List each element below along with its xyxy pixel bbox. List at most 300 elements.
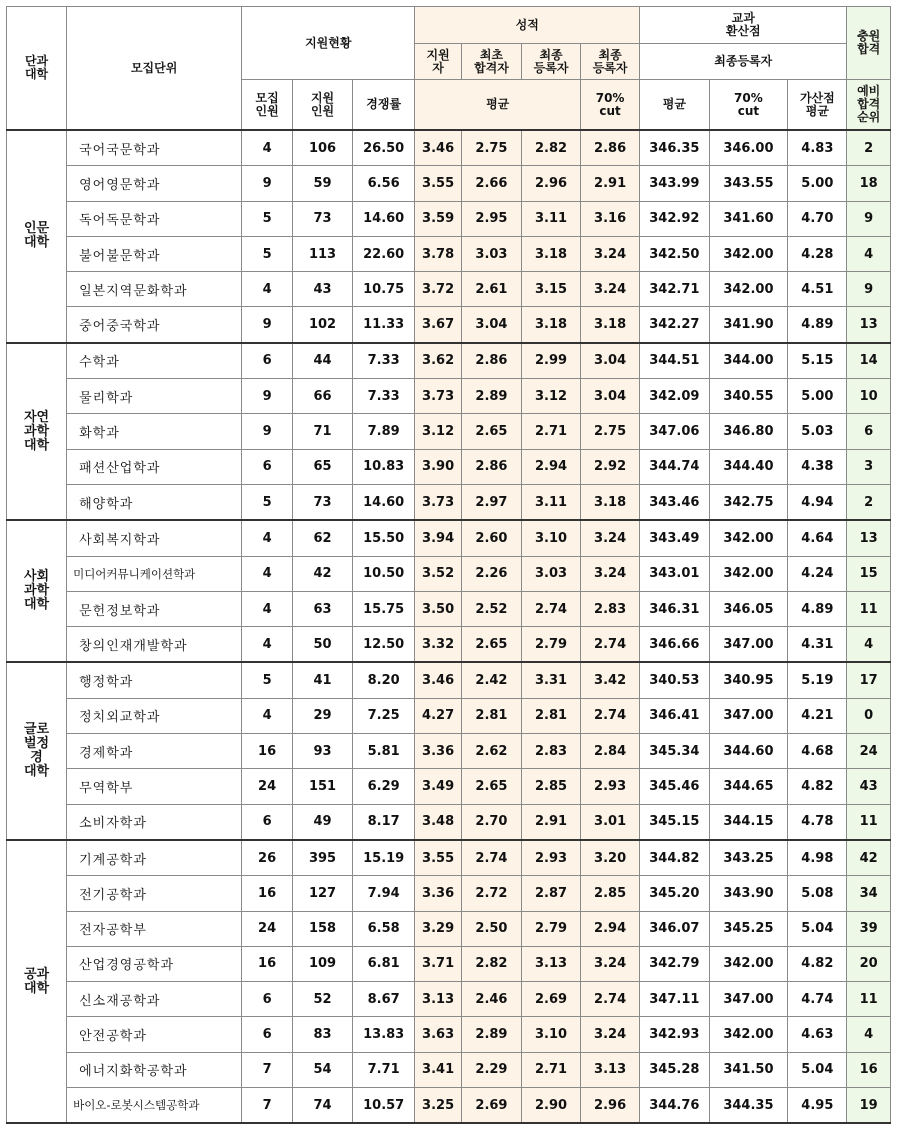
- department-name: 창의인재개발학과: [67, 627, 242, 663]
- bonus-average-cell: 4.98: [788, 840, 847, 876]
- bonus-average-cell: 4.95: [788, 1088, 847, 1124]
- subject-average-cell: 340.53: [640, 662, 709, 698]
- grade-applicant-cell: 3.32: [415, 627, 462, 663]
- recruit-cell: 5: [242, 484, 293, 520]
- grade-cut-cell: 2.74: [581, 627, 640, 663]
- grade-first-cell: 2.74: [461, 840, 521, 876]
- department-name: 영어영문학과: [67, 166, 242, 201]
- grade-final-cell: 2.87: [522, 876, 581, 911]
- subject-cut70-cell: 342.75: [709, 484, 788, 520]
- grade-first-cell: 2.65: [461, 769, 521, 804]
- grade-applicant-cell: 3.55: [415, 166, 462, 201]
- applicants-cell: 127: [292, 876, 352, 911]
- applicants-cell: 113: [292, 236, 352, 271]
- bonus-average-cell: 4.38: [788, 449, 847, 484]
- table-row: [7, 734, 891, 769]
- table-row: [7, 627, 891, 663]
- table-row: [7, 272, 891, 307]
- table-row: [7, 236, 891, 271]
- subject-cut70-cell: 340.95: [709, 662, 788, 698]
- grade-cut-cell: 3.04: [581, 343, 640, 379]
- header-subject-cut70: 70% cut: [709, 80, 788, 131]
- subject-cut70-cell: 341.60: [709, 201, 788, 236]
- department-name: 물리학과: [67, 379, 242, 414]
- header-grade-applicant: 지원 자: [415, 44, 462, 80]
- grade-final-cell: 2.93: [522, 840, 581, 876]
- grade-final-cell: 2.83: [522, 734, 581, 769]
- subject-average-cell: 342.50: [640, 236, 709, 271]
- grade-cut-cell: 3.16: [581, 201, 640, 236]
- bonus-average-cell: 4.70: [788, 201, 847, 236]
- subject-average-cell: 342.09: [640, 379, 709, 414]
- header-waitlist-rank: 예비 합격 순위: [847, 80, 891, 131]
- subject-average-cell: 344.74: [640, 449, 709, 484]
- grade-final-cell: 2.94: [522, 449, 581, 484]
- subject-cut70-cell: 341.50: [709, 1052, 788, 1087]
- rate-cell: 7.25: [353, 698, 415, 733]
- rate-cell: 7.89: [353, 414, 415, 449]
- bonus-average-cell: 4.68: [788, 734, 847, 769]
- grade-cut-cell: 2.75: [581, 414, 640, 449]
- table-row: [7, 840, 891, 876]
- rate-cell: 26.50: [353, 130, 415, 166]
- recruit-cell: 4: [242, 130, 293, 166]
- grade-cut-cell: 2.84: [581, 734, 640, 769]
- subject-cut70-cell: 347.00: [709, 698, 788, 733]
- subject-average-cell: 342.93: [640, 1017, 709, 1052]
- recruit-cell: 9: [242, 414, 293, 449]
- department-name: 바이오-로봇시스템공학과: [67, 1088, 242, 1124]
- recruit-cell: 16: [242, 734, 293, 769]
- bonus-average-cell: 4.24: [788, 556, 847, 591]
- grade-final-cell: 2.82: [522, 130, 581, 166]
- recruit-cell: 7: [242, 1052, 293, 1087]
- recruit-cell: 24: [242, 769, 293, 804]
- subject-average-cell: 343.49: [640, 520, 709, 556]
- header-subject: 교과 환산점: [640, 7, 847, 44]
- subject-cut70-cell: 343.90: [709, 876, 788, 911]
- subject-cut70-cell: 344.35: [709, 1088, 788, 1124]
- grade-applicant-cell: 3.71: [415, 946, 462, 981]
- grade-final-cell: 2.90: [522, 1088, 581, 1124]
- grade-applicant-cell: 3.63: [415, 1017, 462, 1052]
- grade-cut-cell: 3.24: [581, 556, 640, 591]
- grade-cut-cell: 3.04: [581, 379, 640, 414]
- subject-average-cell: 345.28: [640, 1052, 709, 1087]
- grade-first-cell: 2.29: [461, 1052, 521, 1087]
- grade-first-cell: 2.89: [461, 379, 521, 414]
- header-grade-first: 최초 합격자: [461, 44, 521, 80]
- grade-first-cell: 2.89: [461, 1017, 521, 1052]
- grade-first-cell: 2.86: [461, 343, 521, 379]
- table-row: [7, 130, 891, 166]
- table-body: [7, 130, 891, 1123]
- table-row: [7, 698, 891, 733]
- table-row: [7, 662, 891, 698]
- recruit-cell: 24: [242, 911, 293, 946]
- subject-average-cell: 343.46: [640, 484, 709, 520]
- subject-average-cell: 346.31: [640, 591, 709, 626]
- waitlist-rank-cell: 11: [847, 591, 891, 626]
- applicants-cell: 71: [292, 414, 352, 449]
- recruit-cell: 16: [242, 876, 293, 911]
- subject-cut70-cell: 346.05: [709, 591, 788, 626]
- waitlist-rank-cell: 20: [847, 946, 891, 981]
- grade-final-cell: 3.12: [522, 379, 581, 414]
- grade-cut-cell: 3.24: [581, 946, 640, 981]
- applicants-cell: 41: [292, 662, 352, 698]
- subject-cut70-cell: 347.00: [709, 627, 788, 663]
- header-grades: 성적: [415, 7, 640, 44]
- grade-first-cell: 2.86: [461, 449, 521, 484]
- grade-final-cell: 3.18: [522, 307, 581, 343]
- department-name: 행정학과: [67, 662, 242, 698]
- table-row: [7, 520, 891, 556]
- department-name: 정치외교학과: [67, 698, 242, 733]
- recruit-cell: 4: [242, 272, 293, 307]
- bonus-average-cell: 5.00: [788, 379, 847, 414]
- applicants-cell: 102: [292, 307, 352, 343]
- grade-first-cell: 2.69: [461, 1088, 521, 1124]
- table-row: [7, 591, 891, 626]
- subject-cut70-cell: 342.00: [709, 520, 788, 556]
- recruit-cell: 6: [242, 343, 293, 379]
- grade-applicant-cell: 3.55: [415, 840, 462, 876]
- table-row: [7, 946, 891, 981]
- college-name: 글로 벌정 경 대학: [7, 662, 67, 839]
- recruit-cell: 4: [242, 520, 293, 556]
- subject-cut70-cell: 344.40: [709, 449, 788, 484]
- bonus-average-cell: 4.78: [788, 804, 847, 840]
- grade-applicant-cell: 3.94: [415, 520, 462, 556]
- applicants-cell: 49: [292, 804, 352, 840]
- department-name: 일본지역문화학과: [67, 272, 242, 307]
- rate-cell: 7.33: [353, 379, 415, 414]
- subject-average-cell: 346.66: [640, 627, 709, 663]
- waitlist-rank-cell: 10: [847, 379, 891, 414]
- rate-cell: 7.33: [353, 343, 415, 379]
- rate-cell: 12.50: [353, 627, 415, 663]
- grade-final-cell: 3.10: [522, 520, 581, 556]
- header-applications: 지원현황: [242, 7, 415, 80]
- rate-cell: 8.67: [353, 982, 415, 1017]
- applicants-cell: 73: [292, 484, 352, 520]
- rate-cell: 6.81: [353, 946, 415, 981]
- grade-applicant-cell: 3.59: [415, 201, 462, 236]
- department-name: 화학과: [67, 414, 242, 449]
- bonus-average-cell: 5.08: [788, 876, 847, 911]
- grade-applicant-cell: 3.73: [415, 484, 462, 520]
- header-unit: 모집단위: [67, 7, 242, 131]
- grade-applicant-cell: 3.13: [415, 982, 462, 1017]
- waitlist-rank-cell: 14: [847, 343, 891, 379]
- header-applicants: 지원 인원: [292, 80, 352, 131]
- department-name: 중어중국학과: [67, 307, 242, 343]
- grade-final-cell: 2.74: [522, 591, 581, 626]
- grade-applicant-cell: 3.73: [415, 379, 462, 414]
- grade-final-cell: 2.79: [522, 627, 581, 663]
- grade-first-cell: 2.65: [461, 627, 521, 663]
- rate-cell: 15.50: [353, 520, 415, 556]
- table-row: [7, 1017, 891, 1052]
- grade-final-cell: 3.13: [522, 946, 581, 981]
- grade-applicant-cell: 3.41: [415, 1052, 462, 1087]
- grade-first-cell: 2.65: [461, 414, 521, 449]
- grade-first-cell: 2.50: [461, 911, 521, 946]
- grade-final-cell: 2.79: [522, 911, 581, 946]
- rate-cell: 10.75: [353, 272, 415, 307]
- table-row: [7, 414, 891, 449]
- subject-cut70-cell: 342.00: [709, 556, 788, 591]
- recruit-cell: 7: [242, 1088, 293, 1124]
- waitlist-rank-cell: 24: [847, 734, 891, 769]
- rate-cell: 10.50: [353, 556, 415, 591]
- subject-average-cell: 342.79: [640, 946, 709, 981]
- bonus-average-cell: 4.89: [788, 591, 847, 626]
- grade-final-cell: 3.31: [522, 662, 581, 698]
- waitlist-rank-cell: 4: [847, 1017, 891, 1052]
- grade-cut-cell: 3.24: [581, 520, 640, 556]
- bonus-average-cell: 4.82: [788, 946, 847, 981]
- recruit-cell: 4: [242, 556, 293, 591]
- waitlist-rank-cell: 11: [847, 982, 891, 1017]
- table-row: [7, 484, 891, 520]
- grade-final-cell: 2.85: [522, 769, 581, 804]
- bonus-average-cell: 5.04: [788, 1052, 847, 1087]
- bonus-average-cell: 5.04: [788, 911, 847, 946]
- grade-cut-cell: 3.01: [581, 804, 640, 840]
- grade-cut-cell: 2.91: [581, 166, 640, 201]
- grade-cut-cell: 2.74: [581, 982, 640, 1017]
- recruit-cell: 6: [242, 1017, 293, 1052]
- rate-cell: 8.20: [353, 662, 415, 698]
- department-name: 해양학과: [67, 484, 242, 520]
- header-subject-average: 평균: [640, 80, 709, 131]
- grade-first-cell: 2.70: [461, 804, 521, 840]
- waitlist-rank-cell: 4: [847, 236, 891, 271]
- rate-cell: 5.81: [353, 734, 415, 769]
- recruit-cell: 16: [242, 946, 293, 981]
- department-name: 불어불문학과: [67, 236, 242, 271]
- subject-average-cell: 345.46: [640, 769, 709, 804]
- college-name: 인문 대학: [7, 130, 67, 343]
- header-grade-final2: 최종 등록자: [581, 44, 640, 80]
- waitlist-rank-cell: 3: [847, 449, 891, 484]
- waitlist-rank-cell: 17: [847, 662, 891, 698]
- department-name: 산업경영공학과: [67, 946, 242, 981]
- college-name: 사회 과학 대학: [7, 520, 67, 662]
- subject-average-cell: 344.82: [640, 840, 709, 876]
- header-grade-final: 최종 등록자: [522, 44, 581, 80]
- bonus-average-cell: 4.83: [788, 130, 847, 166]
- table-row: [7, 343, 891, 379]
- waitlist-rank-cell: 9: [847, 272, 891, 307]
- department-name: 수학과: [67, 343, 242, 379]
- subject-average-cell: 344.51: [640, 343, 709, 379]
- waitlist-rank-cell: 39: [847, 911, 891, 946]
- recruit-cell: 4: [242, 627, 293, 663]
- department-name: 미디어커뮤니케이션학과: [67, 556, 242, 591]
- waitlist-rank-cell: 0: [847, 698, 891, 733]
- grade-cut-cell: 3.24: [581, 236, 640, 271]
- grade-cut-cell: 3.18: [581, 484, 640, 520]
- department-name: 문헌정보학과: [67, 591, 242, 626]
- bonus-average-cell: 4.21: [788, 698, 847, 733]
- rate-cell: 8.17: [353, 804, 415, 840]
- applicants-cell: 44: [292, 343, 352, 379]
- grade-first-cell: 2.72: [461, 876, 521, 911]
- recruit-cell: 9: [242, 166, 293, 201]
- department-name: 무역학부: [67, 769, 242, 804]
- table-row: [7, 1088, 891, 1124]
- grade-applicant-cell: 3.49: [415, 769, 462, 804]
- table-row: [7, 1052, 891, 1087]
- header-bonus-average: 가산점 평균: [788, 80, 847, 131]
- subject-cut70-cell: 342.00: [709, 272, 788, 307]
- applicants-cell: 42: [292, 556, 352, 591]
- subject-average-cell: 345.15: [640, 804, 709, 840]
- applicants-cell: 50: [292, 627, 352, 663]
- grade-applicant-cell: 3.46: [415, 130, 462, 166]
- grade-first-cell: 2.97: [461, 484, 521, 520]
- applicants-cell: 83: [292, 1017, 352, 1052]
- grade-first-cell: 2.52: [461, 591, 521, 626]
- bonus-average-cell: 4.31: [788, 627, 847, 663]
- subject-average-cell: 346.35: [640, 130, 709, 166]
- subject-cut70-cell: 345.25: [709, 911, 788, 946]
- waitlist-rank-cell: 18: [847, 166, 891, 201]
- department-name: 사회복지학과: [67, 520, 242, 556]
- table-row: [7, 804, 891, 840]
- grade-cut-cell: 2.96: [581, 1088, 640, 1124]
- subject-average-cell: 345.20: [640, 876, 709, 911]
- subject-average-cell: 347.06: [640, 414, 709, 449]
- department-name: 기계공학과: [67, 840, 242, 876]
- grade-applicant-cell: 3.12: [415, 414, 462, 449]
- grade-first-cell: 2.42: [461, 662, 521, 698]
- grade-cut-cell: 2.74: [581, 698, 640, 733]
- grade-first-cell: 2.62: [461, 734, 521, 769]
- college-name: 자연 과학 대학: [7, 343, 67, 520]
- rate-cell: 15.75: [353, 591, 415, 626]
- grade-final-cell: 3.18: [522, 236, 581, 271]
- grade-cut-cell: 2.92: [581, 449, 640, 484]
- subject-average-cell: 343.99: [640, 166, 709, 201]
- department-name: 패션산업학과: [67, 449, 242, 484]
- waitlist-rank-cell: 11: [847, 804, 891, 840]
- bonus-average-cell: 4.74: [788, 982, 847, 1017]
- grade-first-cell: 3.04: [461, 307, 521, 343]
- grade-cut-cell: 3.42: [581, 662, 640, 698]
- waitlist-rank-cell: 19: [847, 1088, 891, 1124]
- rate-cell: 7.94: [353, 876, 415, 911]
- grade-first-cell: 2.81: [461, 698, 521, 733]
- table-row: [7, 307, 891, 343]
- grade-applicant-cell: 3.90: [415, 449, 462, 484]
- grade-applicant-cell: 3.46: [415, 662, 462, 698]
- grade-first-cell: 2.95: [461, 201, 521, 236]
- applicants-cell: 73: [292, 201, 352, 236]
- department-name: 국어국문학과: [67, 130, 242, 166]
- applicants-cell: 54: [292, 1052, 352, 1087]
- applicants-cell: 395: [292, 840, 352, 876]
- subject-average-cell: 347.11: [640, 982, 709, 1017]
- grade-cut-cell: 2.94: [581, 911, 640, 946]
- applicants-cell: 52: [292, 982, 352, 1017]
- applicants-cell: 151: [292, 769, 352, 804]
- rate-cell: 6.58: [353, 911, 415, 946]
- recruit-cell: 5: [242, 236, 293, 271]
- grade-applicant-cell: 3.78: [415, 236, 462, 271]
- department-name: 전자공학부: [67, 911, 242, 946]
- recruit-cell: 4: [242, 591, 293, 626]
- rate-cell: 7.71: [353, 1052, 415, 1087]
- grade-final-cell: 3.03: [522, 556, 581, 591]
- department-name: 소비자학과: [67, 804, 242, 840]
- rate-cell: 10.57: [353, 1088, 415, 1124]
- grade-final-cell: 2.69: [522, 982, 581, 1017]
- grade-final-cell: 2.81: [522, 698, 581, 733]
- grade-final-cell: 3.11: [522, 201, 581, 236]
- applicants-cell: 109: [292, 946, 352, 981]
- recruit-cell: 9: [242, 379, 293, 414]
- waitlist-rank-cell: 6: [847, 414, 891, 449]
- grade-applicant-cell: 3.52: [415, 556, 462, 591]
- grade-cut-cell: 2.85: [581, 876, 640, 911]
- bonus-average-cell: 4.63: [788, 1017, 847, 1052]
- header-recruit: 모집 인원: [242, 80, 293, 131]
- rate-cell: 22.60: [353, 236, 415, 271]
- bonus-average-cell: 4.82: [788, 769, 847, 804]
- grade-first-cell: 3.03: [461, 236, 521, 271]
- header-rate: 경쟁률: [353, 80, 415, 131]
- recruit-cell: 6: [242, 804, 293, 840]
- grade-cut-cell: 3.24: [581, 1017, 640, 1052]
- subject-cut70-cell: 344.15: [709, 804, 788, 840]
- rate-cell: 6.29: [353, 769, 415, 804]
- subject-average-cell: 346.41: [640, 698, 709, 733]
- table-row: [7, 769, 891, 804]
- grade-applicant-cell: 3.36: [415, 876, 462, 911]
- applicants-cell: 62: [292, 520, 352, 556]
- waitlist-rank-cell: 2: [847, 484, 891, 520]
- bonus-average-cell: 5.03: [788, 414, 847, 449]
- waitlist-rank-cell: 4: [847, 627, 891, 663]
- grade-final-cell: 2.91: [522, 804, 581, 840]
- applicants-cell: 65: [292, 449, 352, 484]
- subject-average-cell: 346.07: [640, 911, 709, 946]
- grade-applicant-cell: 3.72: [415, 272, 462, 307]
- subject-average-cell: 345.34: [640, 734, 709, 769]
- rate-cell: 15.19: [353, 840, 415, 876]
- waitlist-rank-cell: 13: [847, 520, 891, 556]
- subject-average-cell: 342.92: [640, 201, 709, 236]
- rate-cell: 14.60: [353, 484, 415, 520]
- recruit-cell: 6: [242, 449, 293, 484]
- recruit-cell: 26: [242, 840, 293, 876]
- recruit-cell: 4: [242, 698, 293, 733]
- applicants-cell: 29: [292, 698, 352, 733]
- department-name: 독어독문학과: [67, 201, 242, 236]
- subject-cut70-cell: 343.55: [709, 166, 788, 201]
- grade-applicant-cell: 4.27: [415, 698, 462, 733]
- header-cut70: 70% cut: [581, 80, 640, 131]
- recruit-cell: 5: [242, 662, 293, 698]
- bonus-average-cell: 4.51: [788, 272, 847, 307]
- subject-cut70-cell: 346.00: [709, 130, 788, 166]
- table-row: [7, 449, 891, 484]
- subject-cut70-cell: 342.00: [709, 946, 788, 981]
